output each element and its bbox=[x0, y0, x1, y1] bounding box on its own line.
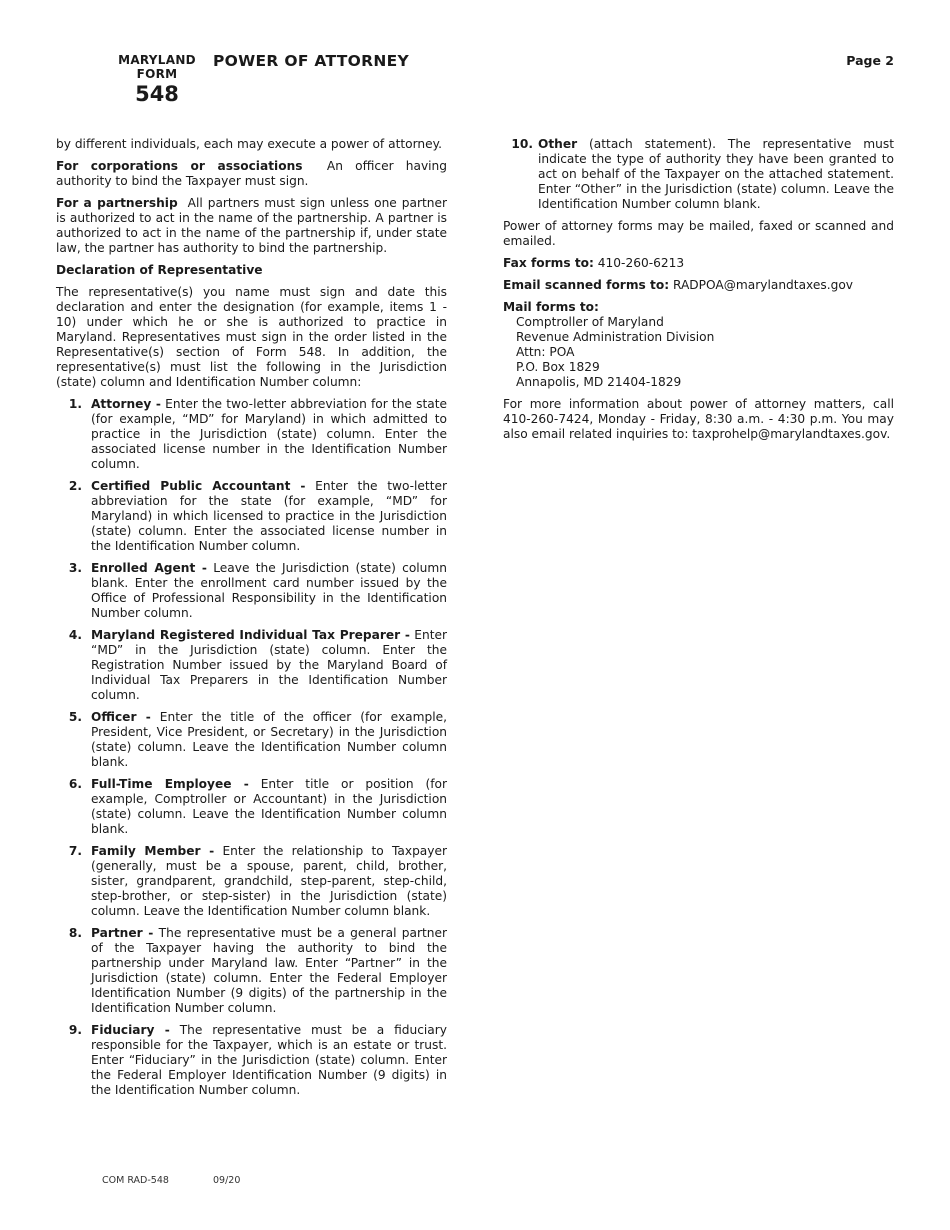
declaration-heading: Declaration of Representative bbox=[56, 263, 263, 277]
left-column bbox=[56, 137, 447, 1105]
item-term: Certified Public Accountant - bbox=[91, 479, 306, 493]
item-text: Enter the two-letter abbreviation for the state (for example, “MD” for Maryland) in which licensed to practice in the Jurisdiction (state) column. Enter the associated license number in the Identification Number column. bbox=[91, 479, 447, 553]
list-item bbox=[56, 397, 447, 472]
address-line: P.O. Box 1829 bbox=[516, 360, 600, 374]
item-number: 6. bbox=[68, 777, 82, 791]
item-term: Enrolled Agent - bbox=[91, 561, 207, 575]
form-state: MARYLAND bbox=[118, 53, 196, 67]
email-label: Email scanned forms to: bbox=[503, 278, 670, 292]
item-text: Enter title or position (for example, Comptroller or Accountant) in the Jurisdiction (state) column. Leave the Identification Number column blank. bbox=[91, 777, 448, 836]
item-number: 7. bbox=[68, 844, 82, 858]
submission-methods: Power of attorney forms may be mailed, faxed or scanned and emailed. bbox=[503, 219, 894, 248]
item-number: 8. bbox=[68, 926, 82, 940]
partnership-paragraph bbox=[56, 196, 447, 256]
more-info-paragraph: For more information about power of attorney matters, call 410-260-7424, Monday - Friday, 8:30 a.m. - 4:30 p.m. You may also email related inquiries to: taxprohelp@marylandtaxes.gov. bbox=[503, 397, 894, 441]
email-address: RADPOA@marylandtaxes.gov bbox=[672, 278, 854, 292]
form-number: 548 bbox=[135, 82, 179, 106]
designation-list-continued bbox=[503, 137, 894, 212]
item-text: Enter “MD” in the Jurisdiction (state) column. Enter the Registration Number issued by the Maryland Board of Individual Tax Preparers in the Identification Number column. bbox=[91, 628, 447, 702]
right-column bbox=[503, 137, 894, 449]
address-line: Revenue Administration Division bbox=[516, 330, 715, 344]
address-line: Comptroller of Maryland bbox=[516, 315, 664, 329]
fax-label: Fax forms to: bbox=[503, 256, 594, 270]
declaration-text: The representative(s) you name must sign and date this declaration and enter the designation (for example, items 1 - 10) under which he or she is authorized to practice in Maryland. Representatives must sign in the order listed in the Representative(s) section of Form 548. In addition, the representative(s) must list the following in the Jurisdiction (state) column and Identification Number column: bbox=[56, 285, 447, 389]
list-item bbox=[503, 137, 894, 212]
list-item bbox=[56, 844, 447, 919]
mailing-address bbox=[516, 315, 894, 390]
item-term: Fiduciary - bbox=[91, 1023, 170, 1037]
revision-date: 09/20 bbox=[213, 1175, 241, 1186]
form-identifier bbox=[110, 53, 204, 106]
item-text: (attach statement). The representative must indicate the type of authority they have been granted to act on behalf of the Taxpayer on the attached statement. Enter “Other” in the Jurisdiction (state) column. Leave the Identification Number column blank. bbox=[538, 137, 894, 211]
item-number: 1. bbox=[68, 397, 82, 411]
item-text: Enter the title of the officer (for example, President, Vice President, or Secretary) in the Jurisdiction (state) column. Leave the Identification Number column blank. bbox=[91, 710, 447, 769]
fax-number: 410-260-6213 bbox=[597, 256, 685, 270]
item-number: 5. bbox=[68, 710, 82, 724]
form-word: FORM bbox=[136, 67, 178, 81]
mail-label: Mail forms to: bbox=[503, 300, 599, 314]
partnership-lead: For a partnership bbox=[56, 196, 178, 210]
list-item bbox=[56, 710, 447, 770]
page-title: POWER OF ATTORNEY bbox=[213, 52, 410, 70]
item-term: Officer - bbox=[91, 710, 151, 724]
list-item bbox=[56, 479, 447, 554]
email-line bbox=[503, 278, 894, 293]
address-line: Attn: POA bbox=[516, 345, 575, 359]
corporations-lead: For corporations or associations bbox=[56, 159, 303, 173]
item-number: 2. bbox=[68, 479, 82, 493]
fax-line bbox=[503, 256, 894, 271]
item-term: Other bbox=[538, 137, 578, 151]
partnership-text: All partners must sign unless one partner is authorized to act in the name of the partnership. A partner is authorized to act in the name of the partnership if, under state law, the partner has authority to bind the partnership. bbox=[56, 196, 448, 255]
item-number: 10. bbox=[511, 137, 533, 151]
list-item bbox=[56, 628, 447, 703]
item-text: Enter the relationship to Taxpayer (generally, must be a spouse, parent, child, brother, sister, grandparent, grandchild, step-parent, step-child, step-brother, or step-sister) in the Jurisdiction (state) column. Leave the Identification Number column blank. bbox=[91, 844, 447, 918]
intro-continuation: by different individuals, each may execute a power of attorney. bbox=[56, 137, 442, 151]
item-term: Maryland Registered Individual Tax Preparer - bbox=[91, 628, 410, 642]
item-term: Family Member - bbox=[91, 844, 215, 858]
list-item bbox=[56, 777, 447, 837]
item-term: Attorney - bbox=[91, 397, 161, 411]
item-text: The representative must be a general partner of the Taxpayer having the authority to bind the partnership under Maryland law. Enter “Partner” in the Jurisdiction (state) column. Enter the Federal Employer Identification Number (9 digits) of the partnership in the Identification Number column. bbox=[91, 926, 447, 1015]
mail-block bbox=[503, 300, 894, 390]
item-text: Enter the two-letter abbreviation for the state (for example, “MD” for Maryland) in which admitted to practice in the Jurisdiction (state) column. Enter the associated license number in the Identification Number column. bbox=[91, 397, 447, 471]
item-term: Partner - bbox=[91, 926, 154, 940]
corporations-paragraph bbox=[56, 159, 447, 189]
item-term: Full-Time Employee - bbox=[91, 777, 249, 791]
form-code: COM RAD-548 bbox=[102, 1175, 169, 1186]
item-text: The representative must be a fiduciary responsible for the Taxpayer, which is an estate or trust. Enter “Fiduciary” in the Jurisdiction (state) column. Enter the Federal Employer Identification Number (9 digits) in the Identification Number column. bbox=[91, 1023, 448, 1097]
address-line: Annapolis, MD 21404-1829 bbox=[516, 375, 682, 389]
item-text: Leave the Jurisdiction (state) column blank. Enter the enrollment card number issued by the Office of Professional Responsibility in the Identification Number column. bbox=[91, 561, 448, 620]
item-number: 4. bbox=[68, 628, 82, 642]
item-number: 9. bbox=[68, 1023, 82, 1037]
list-item bbox=[56, 926, 447, 1016]
page-number: Page 2 bbox=[846, 53, 894, 68]
list-item bbox=[56, 561, 447, 621]
item-number: 3. bbox=[68, 561, 82, 575]
designation-list bbox=[56, 397, 447, 1098]
list-item bbox=[56, 1023, 447, 1098]
corporations-text: An officer having authority to bind the Taxpayer must sign. bbox=[56, 159, 448, 188]
